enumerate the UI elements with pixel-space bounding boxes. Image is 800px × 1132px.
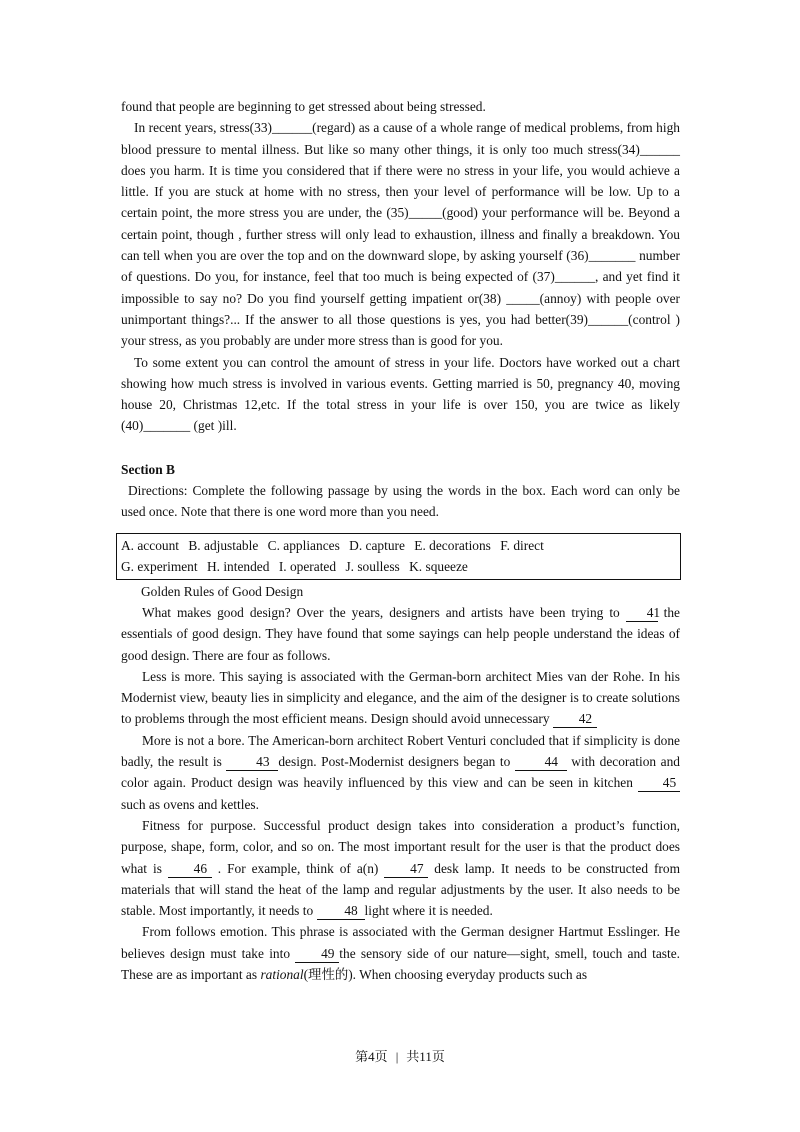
word-option: C. appliances	[267, 537, 340, 553]
blank-34[interactable]: ______	[639, 141, 680, 157]
word-option: G. experiment	[121, 558, 198, 574]
blank-43[interactable]: 43	[226, 754, 278, 771]
word-option: I. operated	[278, 558, 337, 574]
blank-38[interactable]: _____	[506, 290, 540, 306]
paragraph-stress: In recent years, stress(33)______(regard) as a cause of a whole range of medical problems, from high blood pressure to mental illness. But like so many other things, it is only too much stress(34)______ does you harm. It is time you considered that if there were no stress in your life, you would achieve a little. If you are stuck at home with no stress, then your level of performance will be low. Up to a certain point, the more stress you are under, the (35)_____(good) your performance will be. Beyond a certain point, though , further stress will only lead to exhaustion, illness and finally a breakdown. You can tell when you are over the top and on the downward slope, by asking yourself (36)_______ number of questions. Do you, for instance, feel that too much is being expected of (37)______, and yet find it impossible to say no? Do you find yourself getting impatient or(38) _____(annoy) with people over unimportant things?... If the answer to all those questions is yes, you had better(39)______(control ) your stress, as you probably are under more stress than is good for you.	[121, 120, 680, 349]
blank-46[interactable]: 46	[168, 861, 212, 878]
footer-separator: |	[395, 1049, 399, 1064]
blank-35[interactable]: _____	[408, 205, 443, 221]
passage-title: Golden Rules of Good Design	[141, 583, 304, 599]
word-option: F. direct	[500, 537, 544, 553]
blank-33[interactable]: ______	[271, 120, 313, 136]
blank-49[interactable]: 49	[295, 946, 339, 963]
word-option: A. account	[121, 537, 180, 553]
paragraph-control: To some extent you can control the amount of stress in your life. Doctors have worked out a chart showing how much stress is involved in various events. Getting married is 50, pregnancy 40, moving house 20, Christmas 12,etc. If the total stress in your life is over 150, you are twice as likely (40)_______ (get )ill.	[121, 354, 680, 434]
page-number: 第4页	[355, 1049, 388, 1064]
blank-36[interactable]: _______	[588, 248, 636, 264]
page-footer	[0, 1046, 800, 1065]
paragraph-intro-end: found that people are beginning to get stressed about being stressed.	[121, 99, 486, 114]
blank-45[interactable]: 45	[638, 775, 680, 792]
word-option: E. decorations	[414, 537, 491, 553]
blank-48[interactable]: 48	[317, 903, 365, 920]
word-option: H. intended	[206, 558, 270, 574]
word-option: K. squeeze	[409, 558, 468, 574]
word-box-row	[121, 556, 680, 577]
blank-39[interactable]: ______	[588, 311, 629, 327]
word-box	[116, 533, 681, 580]
paragraph-fitness-for-purpose: Fitness for purpose. Successful product design takes into consideration a product’s function, purpose, shape, form, color, and so on. The most important result for the user is that the product does what is 46 . For example, think of a(n) 47 desk lamp. It needs to be constructed from materials that will stand the heat of the lamp and regular adjustments by the user. It also needs to be stable. Most importantly, it needs to 48 light where it is needed.	[121, 817, 680, 919]
document-page	[121, 96, 680, 985]
section-b-directions: Directions: Complete the following passage by using the words in the box. Each word can only be used once. Note that there is one word more than you need.	[121, 483, 680, 520]
blank-41[interactable]: 41	[626, 605, 658, 622]
total-pages: 共11页	[406, 1049, 445, 1064]
italic-term: rational	[260, 966, 304, 982]
paragraph-what-makes: What makes good design? Over the years, designers and artists have been trying to 41 the essentials of good design. They have found that some sayings can help people understand the ideas of good design. There are four as follows.	[121, 604, 680, 663]
blank-42[interactable]: 42	[553, 711, 597, 728]
word-option: J. soulless	[345, 558, 400, 574]
word-box-row	[121, 535, 680, 556]
blank-44[interactable]: 44	[515, 754, 567, 771]
word-option: D. capture	[349, 537, 405, 553]
paragraph-from-follows-emotion: From follows emotion. This phrase is associated with the German designer Hartmut Esslinger. He believes design must take into 49 the sensory side of our nature—sight, smell, touch and taste. These are as important as rational(理性的). When choosing everyday products such as	[121, 924, 681, 982]
blank-47[interactable]: 47	[384, 861, 428, 878]
blank-37[interactable]: ______	[554, 269, 595, 285]
blank-40[interactable]: _______	[143, 418, 191, 434]
paragraph-less-is-more: Less is more. This saying is associated with the German-born architect Mies van der Rohe. In his Modernist view, beauty lies in simplicity and elegance, and the aim of the designer is to create solutions to problems through the most efficient means. Design should avoid unnecessary 42	[121, 668, 680, 727]
paragraph-more-is-not-a-bore: More is not a bore. The American-born architect Robert Venturi concluded that if simplicity is done badly, the result is 43 design. Post-Modernist designers began to 44 with decoration and color again. Product design was heavily influenced by this view and can be seen in kitchen 45 such as ovens and kettles.	[121, 732, 680, 812]
section-b-heading: Section B	[121, 461, 175, 477]
word-option: B. adjustable	[188, 537, 259, 553]
